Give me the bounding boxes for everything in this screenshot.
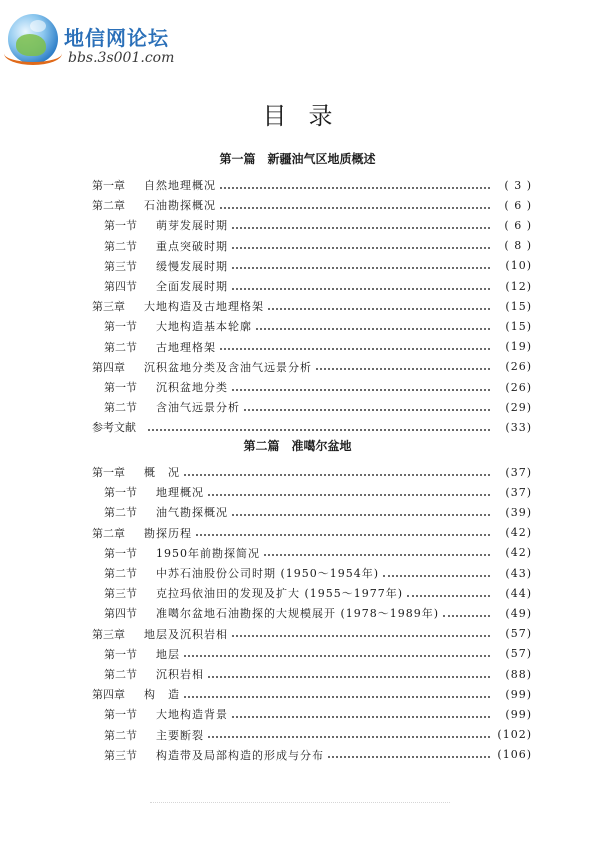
dot-leader xyxy=(232,378,490,391)
toc-entry-page: (37) xyxy=(505,465,532,479)
dot-leader xyxy=(220,337,490,350)
toc-entry-number: 第二节 xyxy=(104,239,137,253)
toc-entry-page: (37) xyxy=(505,485,532,499)
toc-entry-number: 第一节 xyxy=(104,219,137,233)
dot-leader xyxy=(443,604,490,617)
dot-leader xyxy=(316,357,490,370)
toc-entry[interactable] xyxy=(92,685,532,703)
toc-entry-number: 第二节 xyxy=(104,668,137,681)
scan-artifact xyxy=(150,800,450,803)
toc-entry-title: 油气勘探概况 xyxy=(156,506,228,520)
dot-leader xyxy=(232,624,490,637)
toc-entry[interactable] xyxy=(104,257,532,275)
toc-entry-title: 地层 xyxy=(156,647,180,661)
toc-entry-page: (33) xyxy=(505,420,532,434)
toc-entry-page: (10) xyxy=(505,259,532,273)
toc-entry[interactable] xyxy=(104,398,532,416)
toc-entry-number: 第四节 xyxy=(104,607,137,621)
toc-entry-number: 第二节 xyxy=(104,506,137,520)
site-watermark xyxy=(8,12,208,72)
toc-entry-title: 构 造 xyxy=(144,688,180,702)
page-title: 目录 xyxy=(262,102,355,130)
toc-entry-title: 准噶尔盆地石油勘探的大规模展开 (1978～1989年) xyxy=(156,607,440,621)
toc-entry-page: (26) xyxy=(505,380,532,394)
dot-leader xyxy=(220,176,490,189)
toc-entry-number: 第四章 xyxy=(92,688,125,702)
toc-entry-number: 第二节 xyxy=(104,401,137,415)
toc-entry-title: 概 况 xyxy=(144,466,180,479)
toc-entry[interactable] xyxy=(104,317,532,335)
toc-entry-page: (57) xyxy=(505,627,532,641)
toc-entry[interactable] xyxy=(104,338,532,356)
toc-entry[interactable] xyxy=(92,524,532,542)
toc-entry-page: (15) xyxy=(505,319,532,333)
toc-entry-number: 第三节 xyxy=(104,259,137,273)
toc-entry-page: (43) xyxy=(505,566,532,580)
toc-entry-title: 克拉玛依油田的发现及扩大 (1955～1977年) xyxy=(156,587,404,601)
dot-leader xyxy=(184,685,490,698)
toc-entry-page: (39) xyxy=(505,505,532,519)
toc-entry-page: ( 3 ) xyxy=(504,178,532,192)
toc-entry-page: (99) xyxy=(505,687,532,701)
dot-leader xyxy=(208,665,490,678)
toc-entry-number: 第一节 xyxy=(104,546,137,560)
toc-entry-title: 含油气远景分析 xyxy=(156,401,240,415)
toc-entry-page: (19) xyxy=(505,340,532,354)
toc-entry-title: 勘探历程 xyxy=(144,526,192,540)
toc-entry-page: (29) xyxy=(505,400,532,414)
toc-entry-page: (44) xyxy=(505,586,532,600)
toc-entry-page: (42) xyxy=(505,526,532,540)
toc-entry-number: 第四节 xyxy=(104,280,137,293)
toc-entry-title: 沉积盆地分类及含油气远景分析 xyxy=(144,360,312,374)
toc-entry-number: 参考文献 xyxy=(92,421,136,435)
toc-entry-page: (99) xyxy=(505,707,532,721)
watermark-url: bbs.3s001.com xyxy=(68,50,175,66)
toc-entry[interactable] xyxy=(104,277,532,295)
toc-entry-title: 中苏石油股份公司时期 (1950～1954年) xyxy=(156,567,380,580)
dot-leader xyxy=(328,745,490,758)
toc-entry-number: 第三节 xyxy=(104,587,137,601)
dot-leader xyxy=(232,236,490,249)
toc-entry-page: (15) xyxy=(505,299,532,313)
dot-leader xyxy=(232,503,490,516)
toc-entry-title: 沉积岩相 xyxy=(156,668,204,681)
toc-entry[interactable] xyxy=(104,645,532,663)
toc-entry-title: 古地理格架 xyxy=(156,340,216,354)
toc-entry[interactable] xyxy=(92,176,532,194)
toc-entry-number: 第一节 xyxy=(104,647,137,661)
toc-entry-page: ( 6 ) xyxy=(504,198,532,212)
toc-entry-number: 第三节 xyxy=(104,748,137,762)
dot-leader xyxy=(184,644,490,657)
toc-entry-title: 重点突破时期 xyxy=(156,239,228,253)
toc-entry[interactable] xyxy=(104,665,532,683)
toc-entry[interactable] xyxy=(104,483,532,501)
dot-leader xyxy=(232,277,490,290)
toc-entry-number: 第三章 xyxy=(92,627,125,641)
toc-entry[interactable] xyxy=(104,544,532,562)
toc-entry-number: 第三章 xyxy=(92,300,125,314)
toc-entry-title: 石油勘探概况 xyxy=(144,199,216,213)
dot-leader xyxy=(232,256,490,269)
toc-entry[interactable] xyxy=(104,705,532,723)
dot-leader xyxy=(208,725,490,738)
toc-entry[interactable] xyxy=(92,625,532,643)
toc-entry-title: 地理概况 xyxy=(156,486,204,500)
dot-leader xyxy=(208,483,490,496)
toc-entry[interactable] xyxy=(104,378,532,396)
toc-entry-number: 第二节 xyxy=(104,340,137,354)
dot-leader xyxy=(244,398,490,411)
toc-entry[interactable] xyxy=(104,604,532,622)
toc-entry-title: 主要断裂 xyxy=(156,728,204,742)
part-heading: 第一篇 新疆油气区地质概述 xyxy=(219,152,376,166)
toc-entry-number: 第一章 xyxy=(92,466,125,479)
toc-entry[interactable] xyxy=(92,196,532,214)
toc-entry-page: (12) xyxy=(505,279,532,293)
toc-entry-title: 萌芽发展时期 xyxy=(156,219,228,233)
toc-entry[interactable] xyxy=(92,418,532,436)
dot-leader xyxy=(148,418,490,431)
toc-entry-page: (88) xyxy=(505,667,532,681)
toc-entry[interactable] xyxy=(104,216,532,234)
toc-entry-number: 第一章 xyxy=(92,179,125,192)
toc-entry[interactable] xyxy=(92,297,532,315)
toc-entry-page: ( 6 ) xyxy=(504,218,532,232)
toc-entry-page: ( 8 ) xyxy=(504,239,532,253)
toc-entry-number: 第二节 xyxy=(104,728,137,742)
swoosh-icon xyxy=(4,42,62,65)
toc-entry-number: 第一节 xyxy=(104,708,137,722)
dot-leader xyxy=(232,216,490,229)
dot-leader xyxy=(232,705,490,718)
toc-entry[interactable] xyxy=(104,584,532,602)
toc-entry-number: 第一节 xyxy=(104,320,137,334)
toc-entry-title: 地层及沉积岩相 xyxy=(144,627,228,641)
toc-entry-title: 大地构造及古地理格架 xyxy=(144,300,264,314)
toc-entry-page: (42) xyxy=(505,546,532,560)
toc-entry-page: (49) xyxy=(505,606,532,620)
toc-entry[interactable] xyxy=(104,237,532,255)
toc-entry-page: (57) xyxy=(505,647,532,661)
toc-entry-number: 第四章 xyxy=(92,360,125,374)
toc-entry[interactable] xyxy=(92,463,532,481)
toc-entry-title: 大地构造背景 xyxy=(156,708,228,722)
toc-entry[interactable] xyxy=(104,746,532,764)
toc-entry-title: 全面发展时期 xyxy=(156,280,228,293)
part-heading: 第二篇 准噶尔盆地 xyxy=(243,439,352,453)
toc-entry-number: 第一节 xyxy=(104,381,137,394)
toc-entry-number: 第二章 xyxy=(92,199,125,213)
toc-entry-page: (102) xyxy=(497,728,532,742)
toc-entry-number: 第二章 xyxy=(92,526,125,540)
dot-leader xyxy=(196,523,490,536)
toc-entry-page: (106) xyxy=(497,748,532,762)
toc-entry-number: 第一节 xyxy=(104,486,137,500)
dot-leader xyxy=(268,297,490,310)
toc-entry-title: 缓慢发展时期 xyxy=(156,259,228,273)
toc-entry-page: (26) xyxy=(505,360,532,374)
dot-leader xyxy=(220,196,490,209)
watermark-site-name: 地信网论坛 xyxy=(64,26,169,50)
dot-leader xyxy=(407,584,490,597)
dot-leader xyxy=(256,317,490,330)
toc-entry[interactable] xyxy=(104,503,532,521)
toc-entry-title: 1950年前勘探简况 xyxy=(156,546,260,560)
toc-entry[interactable] xyxy=(92,358,532,376)
toc-entry[interactable] xyxy=(104,564,532,582)
toc-entry-title: 大地构造基本轮廓 xyxy=(156,320,252,334)
toc-entry-title: 构造带及局部构造的形成与分布 xyxy=(156,748,324,762)
toc-entry-number: 第二节 xyxy=(104,567,137,580)
dot-leader xyxy=(264,543,490,556)
dot-leader xyxy=(184,463,490,476)
toc-entry-title: 自然地理概况 xyxy=(144,179,216,192)
toc-entry[interactable] xyxy=(104,726,532,744)
dot-leader xyxy=(383,564,490,577)
toc-entry-title: 沉积盆地分类 xyxy=(156,381,228,394)
